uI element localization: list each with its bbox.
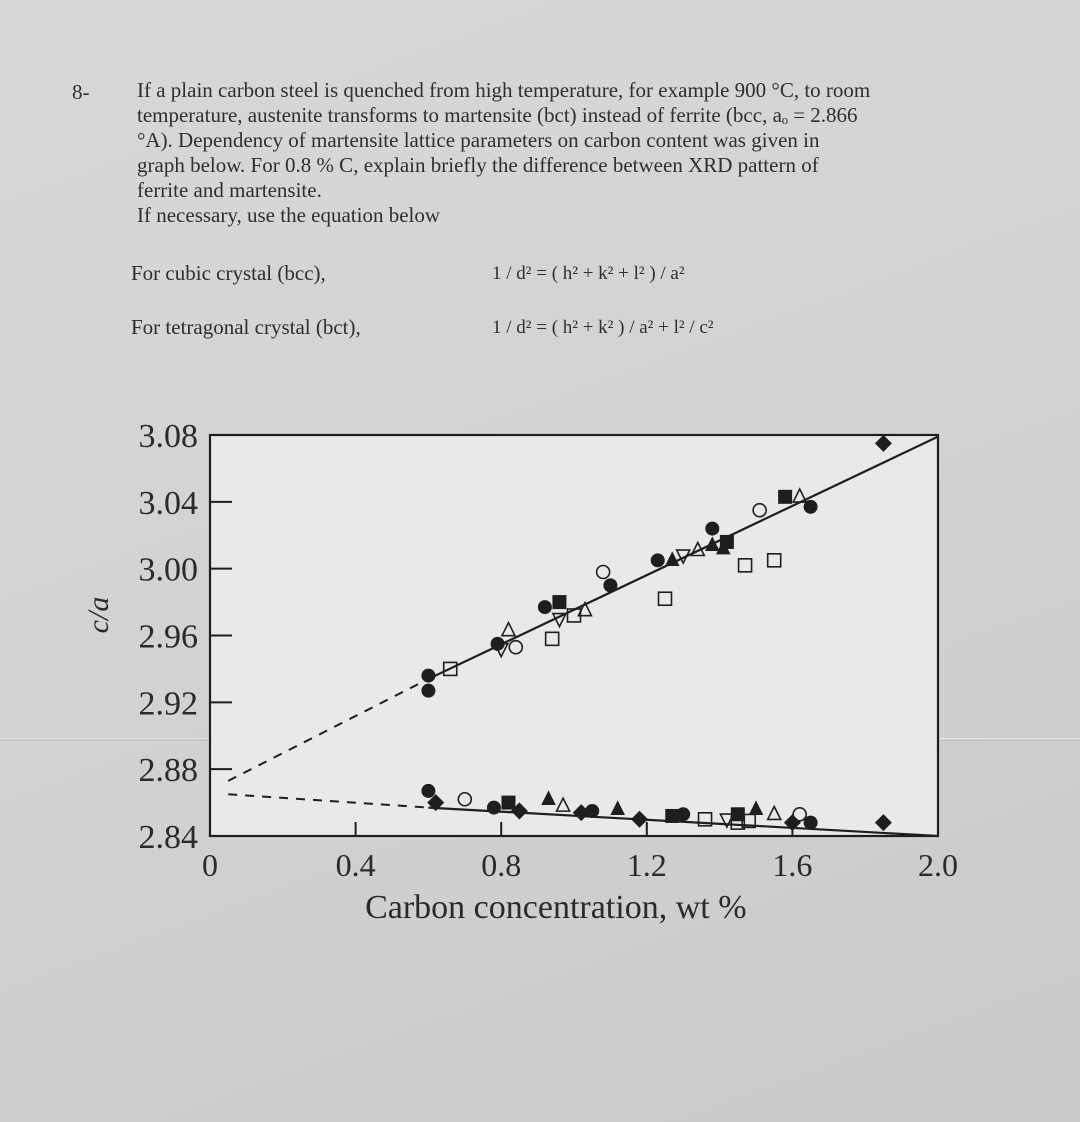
data-point bbox=[487, 801, 500, 814]
y-axis-label: c/a bbox=[82, 596, 115, 634]
data-point bbox=[422, 784, 435, 797]
x-tick-label: 1.6 bbox=[772, 847, 813, 883]
bct-equation: 1 / d² = ( h² + k² ) / a² + l² / c² bbox=[492, 317, 714, 338]
y-tick-label: 3.08 bbox=[138, 418, 198, 455]
question-line: If necessary, use the equation below bbox=[137, 203, 441, 227]
question-line: graph below. For 0.8 % C, explain briefly the difference between XRD pattern of bbox=[137, 153, 819, 177]
question-line: °A). Dependency of martensite lattice parameters on carbon content was given in bbox=[137, 128, 820, 152]
plot-frame bbox=[210, 435, 938, 836]
data-point bbox=[804, 816, 817, 829]
data-point bbox=[502, 796, 515, 809]
data-point bbox=[666, 809, 679, 822]
x-axis-label: Carbon concentration, wt % bbox=[365, 889, 747, 926]
bcc-equation: 1 / d² = ( h² + k² + l² ) / a² bbox=[492, 263, 685, 284]
question-line: If a plain carbon steel is quenched from high temperature, for example 900 °C, to room bbox=[137, 78, 871, 102]
data-point bbox=[422, 684, 435, 697]
question-number: 8- bbox=[72, 80, 90, 104]
y-tick-label: 2.88 bbox=[138, 752, 198, 790]
x-tick-label: 0.4 bbox=[335, 847, 376, 883]
lattice-parameter-chart bbox=[0, 390, 1080, 950]
bcc-equation-label: For cubic crystal (bcc), bbox=[131, 261, 326, 285]
data-point bbox=[422, 669, 435, 682]
data-point bbox=[706, 522, 719, 535]
question-text bbox=[137, 78, 987, 228]
y-tick-label: 3.04 bbox=[138, 484, 198, 522]
data-point bbox=[779, 490, 792, 503]
bct-equation-label: For tetragonal crystal (bct), bbox=[131, 315, 361, 339]
data-point bbox=[553, 596, 566, 609]
x-tick-label: 1.2 bbox=[626, 847, 667, 883]
y-tick-label: 2.92 bbox=[138, 685, 198, 723]
question-line: ferrite and martensite. bbox=[137, 178, 322, 202]
data-point bbox=[538, 601, 551, 614]
x-tick-label: 0.8 bbox=[481, 847, 522, 883]
y-tick-label: 3.00 bbox=[138, 551, 198, 589]
data-point bbox=[651, 554, 664, 567]
x-tick-label: 2.0 bbox=[918, 847, 958, 883]
data-point bbox=[604, 579, 617, 592]
y-tick-label: 2.96 bbox=[138, 618, 198, 656]
y-tick-label: 2.84 bbox=[138, 819, 198, 856]
question-line: temperature, austenite transforms to martensite (bct) instead of ferrite (bcc, aₒ = 2.866 bbox=[137, 103, 858, 127]
x-tick-label: 0 bbox=[202, 847, 218, 883]
